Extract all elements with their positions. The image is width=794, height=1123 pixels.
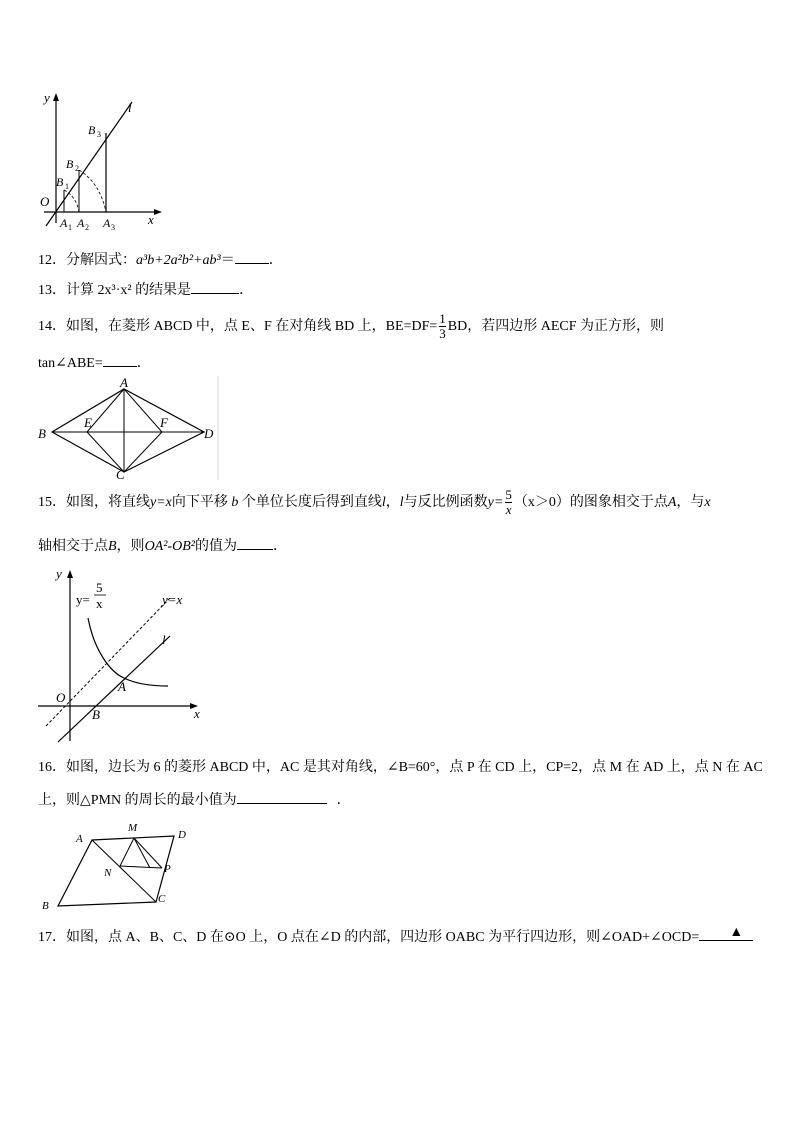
label-A1: A [60, 216, 68, 230]
label-F: F [160, 415, 168, 430]
q15-text-2e: 的值为 [194, 539, 237, 554]
segment-NP [120, 866, 162, 868]
line-l [58, 636, 170, 742]
label-A: A [76, 833, 83, 845]
q15-frac-den: x [505, 502, 512, 518]
q15-text-g: ， [385, 495, 400, 510]
q14-tan: tan∠ABE= [38, 356, 103, 371]
line-l [46, 102, 132, 226]
figure-q16 [38, 818, 198, 914]
q16-answer-blank[interactable] [237, 789, 327, 804]
label-C: C [158, 893, 166, 905]
arc-2 [79, 170, 106, 212]
figure-q15 [36, 566, 212, 746]
label-B2: B [66, 157, 74, 171]
label-A3: A [103, 216, 111, 230]
q15-text-2a: 轴相交于点 [38, 539, 108, 554]
label-B2-sub: 2 [75, 164, 79, 173]
label-P: P [164, 863, 171, 875]
q12-end: ． [268, 253, 283, 268]
label-y: y [56, 566, 62, 581]
q15-end: ． [272, 539, 287, 554]
q15-text-b: y=x [150, 495, 172, 510]
q13-number: 13．计算 [38, 283, 98, 298]
question-14-line-2 [38, 352, 151, 374]
segment-MN [120, 838, 134, 866]
q15-text-f: l [381, 495, 386, 510]
label-y: y [44, 90, 50, 105]
q17-answer-blank[interactable] [699, 926, 753, 941]
q15-text-n: x [704, 495, 711, 510]
label-x-den: x [96, 596, 103, 611]
q17-text: 17．如图，点 A、B、C、D 在⊙O 上，O 点在∠D 的内部，四边形 OABC 为平行四边形，则∠OAD+∠OCD= [38, 930, 700, 945]
label-B: B [42, 900, 49, 912]
q15-text-e: 个单位长度后得到直线 [241, 495, 382, 510]
question-17 [38, 926, 753, 948]
q15-text-j: y= [487, 495, 504, 510]
q15-text-a: 15．如图，将直线 [38, 495, 150, 510]
q15-text-h: l [399, 495, 404, 510]
question-14-line-1 [38, 312, 664, 342]
question-12 [38, 249, 283, 271]
label-B1: B [56, 175, 64, 189]
question-15-line-1 [38, 488, 711, 518]
label-B3: B [88, 123, 96, 137]
q16-end: ． [336, 793, 351, 808]
label-C: C [116, 467, 125, 482]
q13-expression: 2x³·x² [97, 283, 132, 298]
label-A2-sub: 2 [85, 223, 89, 232]
q14-answer-blank[interactable] [103, 352, 137, 367]
q14-frac-den: 3 [439, 326, 446, 342]
label-x: x [194, 706, 200, 721]
q15-text-k: （x＞0）的图象相交于点 [513, 495, 668, 510]
label-B1-sub: 1 [65, 182, 69, 191]
q15-text-c: 向下平移 [171, 495, 228, 510]
figure-q11 [30, 88, 180, 236]
label-O: O [40, 194, 50, 209]
q15-text-d: b [231, 495, 239, 510]
label-A3-sub: 3 [111, 223, 115, 232]
label-x: x [148, 212, 154, 227]
rhombus-ABCD [58, 836, 174, 906]
q13-end: ． [239, 283, 254, 298]
q15-text-2c: ，则 [116, 539, 145, 554]
q15-text-2d: OA²-OB² [144, 539, 195, 554]
label-D: D [178, 829, 186, 841]
label-A: A [120, 375, 128, 390]
q14-fraction [439, 312, 446, 341]
label-l: l [162, 632, 166, 647]
q14-end: ． [136, 356, 151, 371]
label-A1-sub: 1 [68, 223, 72, 232]
diagonal-AC [92, 840, 156, 902]
q14-text-tail: BD，若四边形 AECF 为正方形，则 [447, 319, 664, 334]
label-B: B [38, 426, 46, 441]
q14-frac-num: 1 [439, 311, 446, 327]
label-l: l [128, 100, 132, 115]
q12-equals: ＝ [220, 253, 235, 268]
q15-text-i: 与反比例函数 [403, 495, 488, 510]
q17-marker: ▲ [729, 925, 744, 940]
label-y-eq: y= [76, 592, 90, 607]
q15-frac-num: 5 [505, 487, 512, 503]
q16-text-2: 上，则△PMN 的周长的最小值为 [38, 793, 237, 808]
arc-1 [64, 190, 79, 212]
figure-q14 [36, 376, 220, 480]
q15-text-2b: B [108, 539, 117, 554]
question-13 [38, 279, 253, 301]
q13-answer-blank[interactable] [191, 279, 239, 294]
label-five: 5 [96, 580, 103, 595]
question-15-line-2 [38, 535, 287, 557]
label-A2: A [77, 216, 85, 230]
q15-answer-blank[interactable] [237, 535, 273, 550]
label-y-eq-x: y=x [162, 592, 183, 607]
label-N: N [104, 867, 112, 879]
question-16-line-1 [38, 758, 763, 778]
label-M: M [128, 822, 138, 834]
label-O: O [56, 690, 66, 705]
label-B3-sub: 3 [97, 130, 101, 139]
q16-text: 16．如图，边长为 6 的菱形 ABCD 中，AC 是其对角线，∠B=60°，点 P 在 CD 上，CP=2，点 M 在 AD 上，点 N 在 AC [38, 760, 763, 775]
q15-fraction [505, 488, 512, 517]
line-y-eq-x [46, 598, 170, 726]
label-D: D [204, 426, 214, 441]
question-16-line-2 [38, 789, 351, 811]
rhombus-ABCD [52, 389, 204, 472]
q12-number: 12．分解因式： [38, 253, 136, 268]
q12-answer-blank[interactable] [235, 249, 269, 264]
label-B: B [92, 707, 100, 722]
y-axis-arrow [53, 93, 59, 101]
q13-tail: 的结果是 [131, 283, 192, 298]
label-E: E [84, 415, 92, 430]
q12-expression: a³b+2a²b²+ab³ [136, 253, 221, 268]
label-A: A [118, 679, 126, 694]
q15-text-m: ，与 [676, 495, 705, 510]
q14-text: 14．如图，在菱形 ABCD 中，点 E、F 在对角线 BD 上，BE=DF= [38, 319, 438, 334]
q15-text-l: A [667, 495, 677, 510]
x-axis-arrow [154, 209, 162, 215]
